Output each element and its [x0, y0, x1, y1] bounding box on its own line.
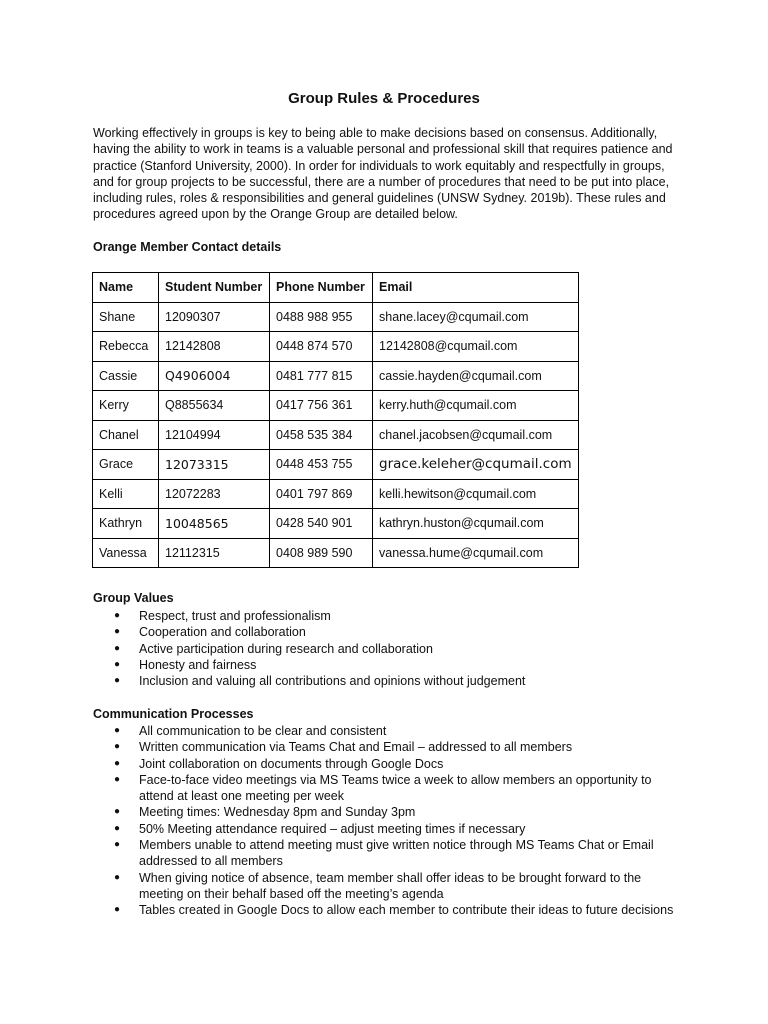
table-row: [93, 391, 579, 421]
table-row: [93, 538, 579, 568]
cell-name: Shane: [93, 302, 159, 332]
bullet-icon: ●: [114, 904, 121, 916]
table-row: [93, 509, 579, 539]
cell-student-number: 12090307: [159, 302, 270, 332]
cell-student-number: 10048565: [159, 509, 270, 539]
cell-name: Cassie: [93, 361, 159, 391]
list-item: ● Inclusion and valuing all contributions and opinions without judgement: [114, 674, 526, 689]
cell-phone: 0448 453 755: [270, 450, 373, 480]
cell-student-number: 12112315: [159, 538, 270, 568]
document-title: Group Rules & Procedures: [288, 90, 480, 107]
cell-student-number: 12104994: [159, 420, 270, 450]
list-item: ● 50% Meeting attendance required – adjust meeting times if necessary: [114, 821, 526, 836]
cell-email: kerry.huth@cqumail.com: [373, 391, 579, 421]
table-header-row: [93, 273, 579, 303]
cell-name: Grace: [93, 450, 159, 480]
bullet-icon: ●: [114, 658, 121, 670]
list-item: ● Active participation during research and collaboration: [114, 641, 433, 656]
cell-name: Kelli: [93, 479, 159, 509]
cell-student-number: 12073315: [159, 450, 270, 480]
bullet-icon: ●: [114, 626, 121, 638]
list-item: ● When giving notice of absence, team member shall offer ideas to be brought forward to the meeting on their behalf based off the meeting’s agenda: [114, 870, 642, 901]
cell-student-number: Q8855634: [159, 391, 270, 421]
cell-phone: 0481 777 815: [270, 361, 373, 391]
cell-phone: 0458 535 384: [270, 420, 373, 450]
bullet-icon: ●: [114, 725, 121, 736]
list-item: ● Respect, trust and professionalism: [114, 609, 331, 623]
bullet-icon: ●: [114, 773, 121, 785]
list-item: ● Honesty and fairness: [114, 657, 257, 672]
cell-email: vanessa.hume@cqumail.com: [373, 538, 579, 568]
cell-phone: 0401 797 869: [270, 479, 373, 509]
cell-phone: 0428 540 901: [270, 509, 373, 539]
column-header-phone-number: Phone Number: [270, 273, 373, 303]
table-row: [93, 450, 579, 480]
cell-name: Kerry: [93, 391, 159, 421]
bullet-icon: ●: [114, 806, 121, 818]
cell-student-number: Q4906004: [159, 361, 270, 391]
cell-phone: 0408 989 590: [270, 538, 373, 568]
list-item: ● Face-to-face video meetings via MS Teams twice a week to allow members an opportunity to attend at least one meeting per week: [114, 772, 652, 804]
cell-name: Kathryn: [93, 509, 159, 539]
column-header-student-number: Student Number: [159, 273, 270, 303]
cell-email: 12142808@cqumail.com: [373, 332, 579, 362]
contacts-heading: Orange Member Contact details: [93, 240, 282, 254]
bullet-icon: ●: [114, 675, 121, 687]
cell-email: kathryn.huston@cqumail.com: [373, 509, 579, 539]
cell-email: grace.keleher@cqumail.com: [373, 450, 579, 480]
list-item: ● Meeting times: Wednesday 8pm and Sunday 3pm: [114, 805, 416, 820]
cell-email: chanel.jacobsen@cqumail.com: [373, 420, 579, 450]
list-item: ● Written communication via Teams Chat and Email – addressed to all members: [114, 740, 573, 755]
column-header-name: Name: [93, 273, 159, 303]
table-row: [93, 479, 579, 509]
bullet-icon: ●: [114, 871, 121, 883]
cell-name: Vanessa: [93, 538, 159, 568]
cell-phone: 0448 874 570: [270, 332, 373, 362]
list-item: ● All communication to be clear and consistent: [114, 724, 387, 738]
table-row: [93, 361, 579, 391]
communication-list: [93, 723, 683, 919]
cell-email: kelli.hewitson@cqumail.com: [373, 479, 579, 509]
list-item: ● Joint collaboration on documents through Google Docs: [114, 756, 444, 771]
bullet-icon: ●: [114, 757, 121, 769]
cell-student-number: 12142808: [159, 332, 270, 362]
cell-name: Chanel: [93, 420, 159, 450]
contacts-table: [92, 272, 579, 568]
cell-name: Rebecca: [93, 332, 159, 362]
bullet-icon: ●: [114, 642, 121, 654]
cell-student-number: 12072283: [159, 479, 270, 509]
bullet-icon: ●: [114, 741, 121, 753]
bullet-icon: ●: [114, 839, 121, 851]
list-item: ● Members unable to attend meeting must give written notice through MS Teams Chat or Email addressed to all members: [114, 838, 654, 869]
cell-phone: 0488 988 955: [270, 302, 373, 332]
table-row: [93, 420, 579, 450]
bullet-icon: ●: [114, 610, 121, 621]
communication-heading: Communication Processes: [93, 707, 254, 721]
cell-email: cassie.hayden@cqumail.com: [373, 361, 579, 391]
bullet-icon: ●: [114, 822, 121, 834]
group-values-heading: Group Values: [93, 591, 174, 605]
column-header-email: Email: [373, 273, 579, 303]
table-row: [93, 332, 579, 362]
list-item: ● Cooperation and collaboration: [114, 625, 306, 640]
cell-email: shane.lacey@cqumail.com: [373, 302, 579, 332]
group-values-list: [93, 608, 683, 689]
table-row: [93, 302, 579, 332]
list-item: ● Tables created in Google Docs to allow each member to contribute their ideas to future decisions: [114, 903, 674, 918]
intro-paragraph: [93, 125, 683, 223]
intro-text: Working effectively in groups is key to being able to make decisions based on consensus. Additionally, having the ability to work in teams is a valuable personal and professional skill that requires patience and practice (Stanford University, 2000). In order for individuals to work equitably and respectfully in groups, and for group projects to be successful, there are a number of procedures that need to be put into place, including rules, roles & responsibilities and general guidelines (UNSW Sydney. 2019b). These rules and procedures agreed upon by the Orange Group are detailed below.: [93, 126, 673, 222]
cell-phone: 0417 756 361: [270, 391, 373, 421]
